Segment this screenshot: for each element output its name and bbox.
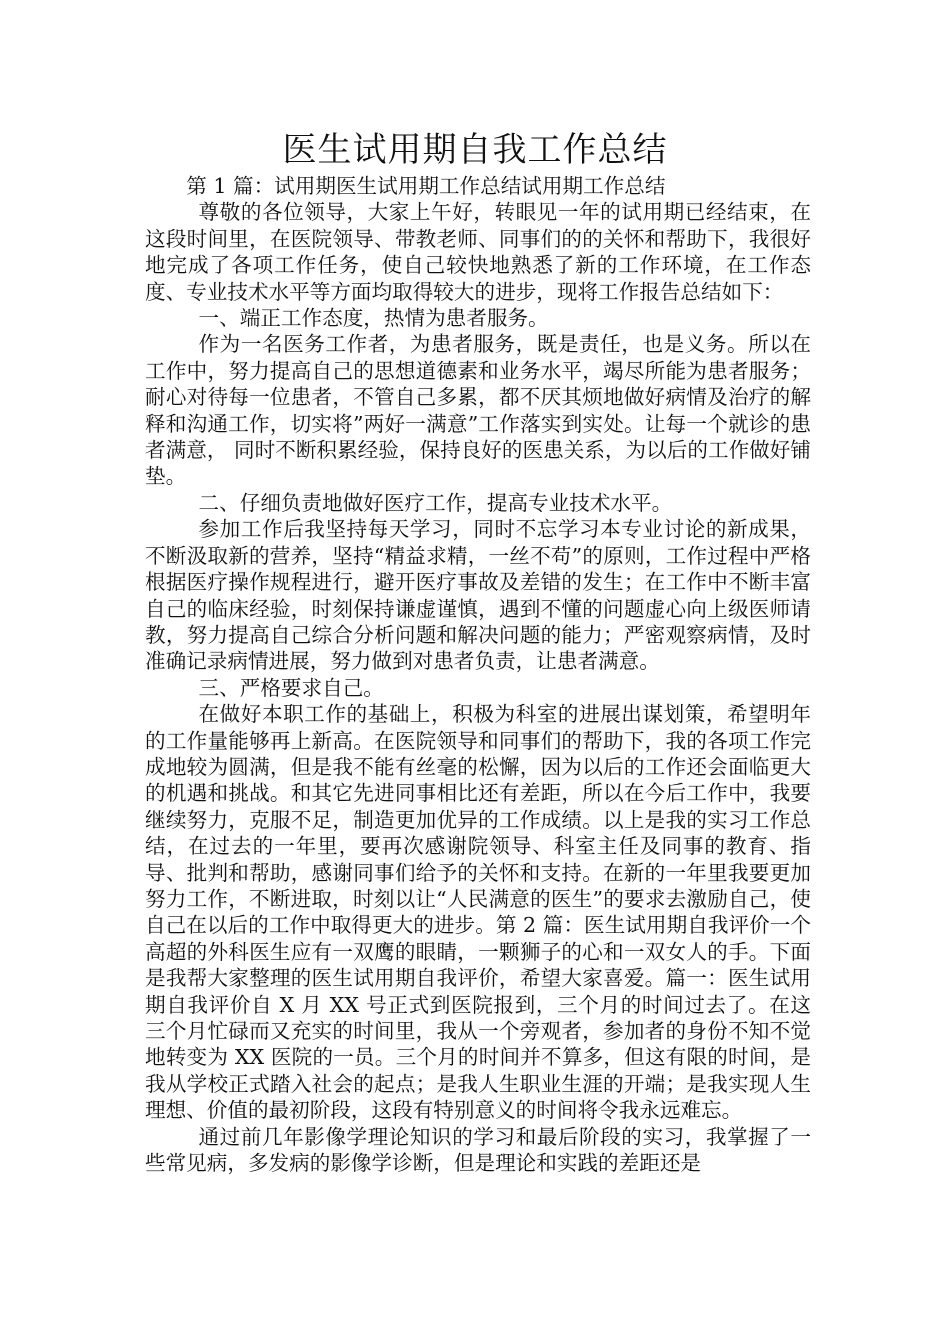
document-body [145,173,811,1176]
paragraph-section-2: 参加工作后我坚持每天学习，同时不忘学习本专业讨论的新成果，不断汲取新的营养，坚持“精益求精，一丝不苟”的原则，工作过程中严格根据医疗操作规程进行，避开医疗事故及差错的发生；在工作中不断丰富自己的临床经验，时刻保持谦虚谨慎，遇到不懂的问题虚心向上级医师请教，努力提高自己综合分析问题和解决问题的能力；严密观察病情，及时准确记录病情进展，努力做到对患者负责，让患者满意。 [145,517,811,674]
section-heading-1: 一、端正工作态度，热情为患者服务。 [198,306,549,331]
section-heading-3: 三、严格要求自己。 [198,675,384,700]
paragraph-closing: 通过前几年影像学理论知识的学习和最后阶段的实习，我掌握了一些常见病，多发病的影像学诊断，但是理论和实践的差距还是 [145,1124,811,1176]
section-heading-2: 二、仔细负责地做好医疗工作，提高专业技术水平。 [198,490,673,515]
paragraph-section-1: 作为一名医务工作者，为患者服务，既是责任，也是义务。所以在工作中，努力提高自己的思想道德素和业务水平，竭尽所能为患者服务；耐心对待每一位患者，不管自己多累，都不厌其烦地做好病情及治疗的解释和沟通工作，切实将”两好一满意”工作落实到实处。让每一个就诊的患者满意， 同时不断积累经验，保持良好的医患关系，为以后的工作做好铺垫。 [145,332,811,489]
document-title: 医生试用期自我工作总结 [282,130,668,170]
paragraph-section-3: 在做好本职工作的基础上，积极为科室的进展出谋划策，希望明年的工作量能够再上新高。在医院领导和同事们的帮助下，我的各项工作完成地较为圆满，但是我不能有丝毫的松懈，因为以后的工作还会面临更大的机遇和挑战。和其它先进同事相比还有差距，所以在今后工作中，我要继续努力，克服不足，制造更加优异的工作成绩。以上是我的实习工作总结，在过去的一年里，要再次感谢院领导、科室主任及同事的教育、指导、批判和帮助，感谢同事们给予的关怀和支持。在新的一年里我要更加努力工作，不断进取，时刻以让“人民满意的医生”的要求去激励自己，使自己在以后的工作中取得更大的进步。第 2 篇：医生试用期自我评价一个高超的外科医生应有一双鹰的眼睛，一颗狮子的心和一双女人的手。下面是我帮大家整理的医生试用期自我评价，希望大家喜爱。篇一：医生试用期自我评价自 X 月 XX 号正式到医院报到，三个月的时间过去了。在这三个月忙碌而又充实的时间里，我从一个旁观者，参加者的身份不知不觉地转变为 XX 医院的一员。三个月的时间并不算多，但这有限的时间，是我从学校正式踏入社会的起点；是我人生职业生涯的开端；是我实现人生理想、价值的最初阶段，这段有特别意义的时间将令我永远难忘。 [145,702,811,1123]
paragraph-greeting: 尊敬的各位领导，大家上午好，转眼见一年的试用期已经结束，在这段时间里，在医院领导、带教老师、同事们的的关怀和帮助下，我很好地完成了各项工作任务，使自己较快地熟悉了新的工作环境，在工作态度、专业技术水平等方面均取得较大的进步，现将工作报告总结如下： [145,200,811,304]
paragraph-article-heading: 第 1 篇：试用期医生试用期工作总结试用期工作总结 [186,174,666,198]
